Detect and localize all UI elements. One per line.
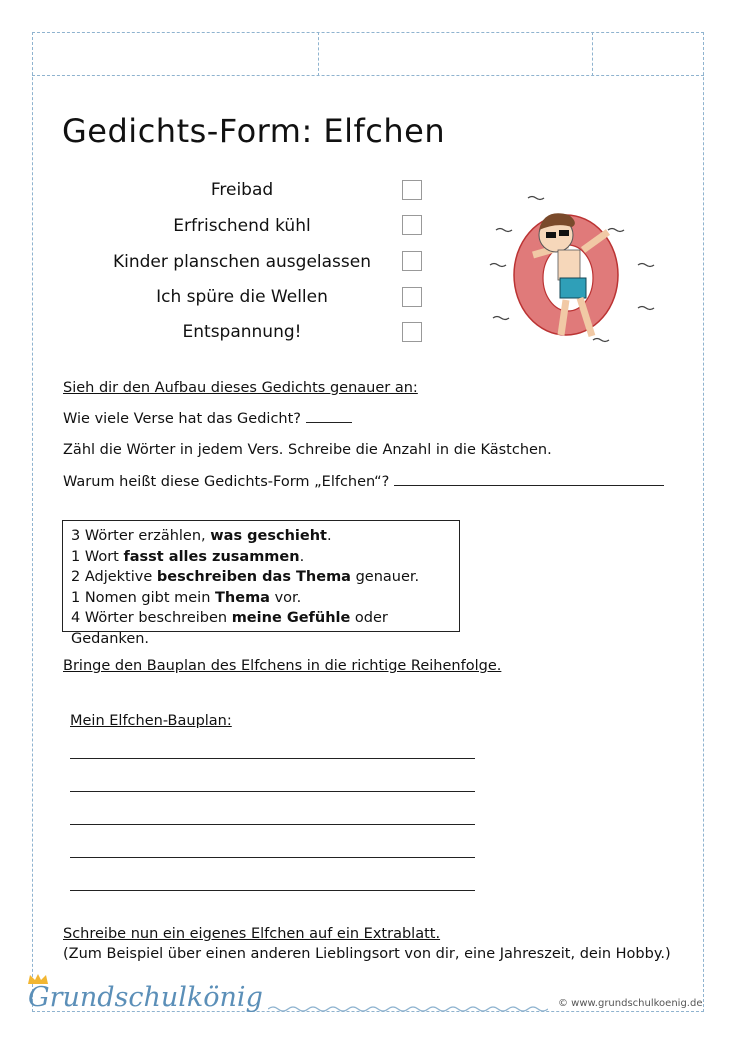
word-count-box[interactable] <box>402 287 422 307</box>
swimmer-illustration <box>488 190 663 350</box>
copyright: © www.grundschulkoenig.de <box>558 998 703 1009</box>
header-divider <box>592 32 593 76</box>
poem-line: Kinder planschen ausgelassen <box>113 252 371 272</box>
word-count-box[interactable] <box>402 251 422 271</box>
poem-line: Erfrischend kühl <box>173 216 311 236</box>
rule-item: 2 Adjektive beschreiben das Thema genauer. <box>71 569 420 585</box>
rule-item: 1 Wort fasst alles zusammen. <box>71 548 305 565</box>
poem-line: Entspannung! <box>182 322 302 342</box>
rule-item: 3 Wörter erzählen, was geschieht. <box>71 528 332 544</box>
answer-blank[interactable] <box>306 410 352 423</box>
brand-logo: Grundschulkönig <box>28 982 263 1013</box>
write-line[interactable] <box>70 758 475 759</box>
poem-line: Freibad <box>210 180 274 200</box>
word-count-box[interactable] <box>402 322 422 342</box>
bauplan-heading: Mein Elfchen-Bauplan: <box>70 713 232 729</box>
answer-blank[interactable] <box>394 473 664 486</box>
page-title: Gedichts-Form: Elfchen <box>62 112 446 150</box>
rule-item: 1 Nomen gibt mein Thema vor. <box>71 589 302 606</box>
word-count-box[interactable] <box>402 215 422 235</box>
rule-item: 4 Wörter beschreiben meine Gefühle oder Gedanken. <box>71 610 388 647</box>
decorative-wave <box>268 1006 548 1012</box>
instructions-heading: Sieh dir den Aufbau dieses Gedichts genauer an: <box>63 380 418 396</box>
question-verses <box>63 410 352 427</box>
final-hint: (Zum Beispiel über einen anderen Lieblingsort von dir, eine Jahreszeit, dein Hobby.) <box>63 946 671 962</box>
order-task: Bringe den Bauplan des Elfchens in die richtige Reihenfolge. <box>63 658 502 674</box>
question-verses-text: Wie viele Verse hat das Gedicht? <box>63 411 301 427</box>
question-why <box>63 473 664 490</box>
bauplan-rules-box <box>62 520 460 647</box>
header-divider <box>318 32 319 76</box>
question-count-words: Zähl die Wörter in jedem Vers. Schreibe die Anzahl in die Kästchen. <box>63 442 552 458</box>
write-line[interactable] <box>70 857 475 858</box>
write-line[interactable] <box>70 824 475 825</box>
question-why-text: Warum heißt diese Gedichts-Form „Elfchen“? <box>63 474 390 490</box>
write-line[interactable] <box>70 890 475 891</box>
final-task: Schreibe nun ein eigenes Elfchen auf ein Extrablatt. <box>63 926 441 942</box>
word-count-box[interactable] <box>402 180 422 200</box>
poem-line: Ich spüre die Wellen <box>156 287 328 307</box>
write-line[interactable] <box>70 791 475 792</box>
header-row <box>32 32 704 76</box>
